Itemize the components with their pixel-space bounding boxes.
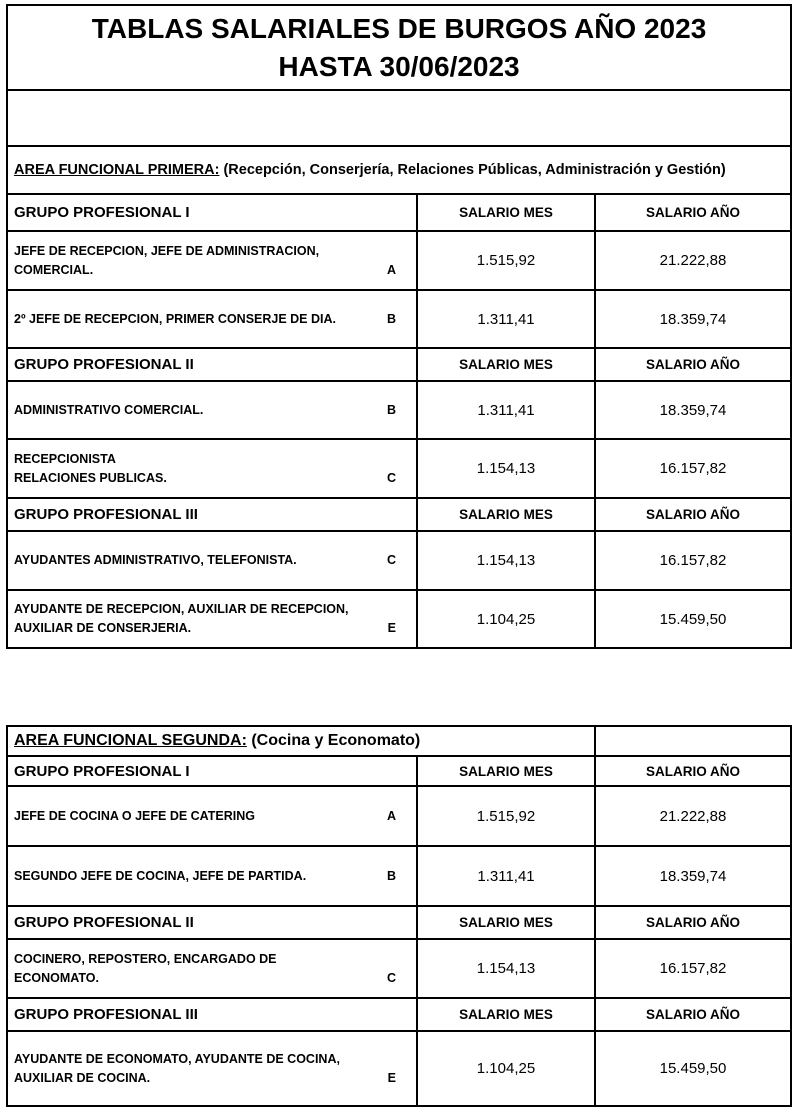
yearly-salary: 15.459,50	[595, 590, 791, 648]
job-line-2: AUXILIAR DE COCINA. E	[14, 1069, 410, 1088]
yearly-salary: 16.157,82	[595, 531, 791, 590]
job-title	[7, 381, 417, 439]
job-title	[7, 231, 417, 290]
monthly-salary: 1.311,41	[417, 290, 595, 348]
job-line-2: COMERCIAL. A	[14, 261, 410, 280]
level-badge: C	[386, 553, 396, 567]
yearly-header: SALARIO AÑO	[595, 194, 791, 231]
table-row	[7, 846, 791, 906]
level-badge: E	[387, 621, 396, 635]
salary-table-area-1	[6, 4, 792, 649]
title-line-1: TABLAS SALARIALES DE BURGOS AÑO 2023	[91, 12, 707, 44]
table-row	[7, 381, 791, 439]
table-row	[7, 531, 791, 590]
table-row	[7, 439, 791, 498]
monthly-header: SALARIO MES	[417, 906, 595, 939]
monthly-header: SALARIO MES	[417, 756, 595, 786]
level-badge: B	[386, 402, 396, 417]
blank-row	[7, 90, 791, 146]
level-badge: A	[386, 808, 396, 823]
job-title	[7, 786, 417, 846]
monthly-salary: 1.154,13	[417, 531, 595, 590]
yearly-salary: 16.157,82	[595, 439, 791, 498]
table-row	[7, 590, 791, 648]
job-line-2: ECONOMATO. C	[14, 969, 410, 988]
job-line-1: JEFE DE COCINA O JEFE DE CATERING A	[14, 807, 410, 826]
monthly-salary: 1.515,92	[417, 231, 595, 290]
area-heading	[7, 146, 791, 194]
blank-cell	[595, 726, 791, 756]
area-description: (Cocina y Economato)	[246, 732, 421, 749]
monthly-salary: 1.154,13	[417, 439, 595, 498]
yearly-header: SALARIO AÑO	[595, 498, 791, 531]
group-name: GRUPO PROFESIONAL III	[7, 998, 417, 1031]
monthly-salary: 1.311,41	[417, 846, 595, 906]
yearly-header: SALARIO AÑO	[595, 756, 791, 786]
monthly-salary: 1.154,13	[417, 939, 595, 998]
monthly-salary: 1.515,92	[417, 786, 595, 846]
yearly-header: SALARIO AÑO	[595, 998, 791, 1031]
group-name: GRUPO PROFESIONAL II	[7, 348, 417, 381]
area-heading-row	[7, 726, 791, 756]
group-name: GRUPO PROFESIONAL I	[7, 756, 417, 786]
title-line-2: HASTA 30/06/2023	[278, 50, 520, 82]
job-title	[7, 1031, 417, 1106]
level-badge: A	[386, 262, 396, 277]
job-line-1: AYUDANTE DE ECONOMATO, AYUDANTE DE COCINA,	[14, 1051, 340, 1066]
job-line-2: RELACIONES PUBLICAS. C	[14, 469, 410, 488]
monthly-header: SALARIO MES	[417, 348, 595, 381]
group-header-row	[7, 998, 791, 1031]
level-badge: B	[386, 311, 396, 326]
job-line-1: AYUDANTES ADMINISTRATIVO, TELEFONISTA. C	[14, 551, 410, 570]
job-title	[7, 439, 417, 498]
job-title	[7, 590, 417, 648]
blank-cell	[7, 90, 791, 146]
level-badge: B	[386, 868, 396, 883]
group-header-row	[7, 756, 791, 786]
table-row	[7, 939, 791, 998]
monthly-header: SALARIO MES	[417, 498, 595, 531]
monthly-salary: 1.104,25	[417, 1031, 595, 1106]
table-row	[7, 290, 791, 348]
salary-table-area-2	[6, 725, 792, 1107]
monthly-header: SALARIO MES	[417, 998, 595, 1031]
group-name: GRUPO PROFESIONAL I	[7, 194, 417, 231]
job-line-1: JEFE DE RECEPCION, JEFE DE ADMINISTRACION,	[14, 243, 320, 258]
monthly-salary: 1.311,41	[417, 381, 595, 439]
yearly-salary: 18.359,74	[595, 846, 791, 906]
level-badge: C	[386, 470, 396, 485]
job-line-1: RECEPCIONISTA	[14, 451, 116, 466]
monthly-salary: 1.104,25	[417, 590, 595, 648]
yearly-salary: 18.359,74	[595, 290, 791, 348]
job-line-1: 2º JEFE DE RECEPCION, PRIMER CONSERJE DE DIA. B	[14, 310, 410, 329]
area-heading	[7, 726, 595, 756]
job-line-1: COCINERO, REPOSTERO, ENCARGADO DE	[14, 951, 277, 966]
group-header-row	[7, 348, 791, 381]
group-name: GRUPO PROFESIONAL II	[7, 906, 417, 939]
job-title	[7, 531, 417, 590]
area-label: AREA FUNCIONAL SEGUNDA:	[14, 732, 247, 749]
table-row	[7, 786, 791, 846]
table-row	[7, 1031, 791, 1106]
area-label: AREA FUNCIONAL PRIMERA:	[14, 162, 220, 178]
table-row	[7, 231, 791, 290]
level-badge: C	[386, 970, 396, 985]
level-badge: E	[387, 1070, 396, 1085]
document-title	[7, 5, 791, 90]
yearly-salary: 15.459,50	[595, 1031, 791, 1106]
yearly-header: SALARIO AÑO	[595, 906, 791, 939]
yearly-header: SALARIO AÑO	[595, 348, 791, 381]
group-header-row	[7, 906, 791, 939]
title-row	[7, 5, 791, 90]
job-line-1: SEGUNDO JEFE DE COCINA, JEFE DE PARTIDA. B	[14, 867, 410, 886]
yearly-salary: 21.222,88	[595, 786, 791, 846]
area-heading-row	[7, 146, 791, 194]
job-line-1: AYUDANTE DE RECEPCION, AUXILIAR DE RECEPCION,	[14, 602, 349, 616]
yearly-salary: 18.359,74	[595, 381, 791, 439]
job-title	[7, 846, 417, 906]
area-description: (Recepción, Conserjería, Relaciones Públicas, Administración y Gestión)	[219, 162, 726, 178]
yearly-salary: 16.157,82	[595, 939, 791, 998]
yearly-salary: 21.222,88	[595, 231, 791, 290]
group-header-row	[7, 498, 791, 531]
group-name: GRUPO PROFESIONAL III	[7, 498, 417, 531]
job-line-2: AUXILIAR DE CONSERJERIA. E	[14, 619, 410, 638]
job-line-1: ADMINISTRATIVO COMERCIAL. B	[14, 401, 410, 420]
monthly-header: SALARIO MES	[417, 194, 595, 231]
group-header-row	[7, 194, 791, 231]
job-title	[7, 290, 417, 348]
job-title	[7, 939, 417, 998]
